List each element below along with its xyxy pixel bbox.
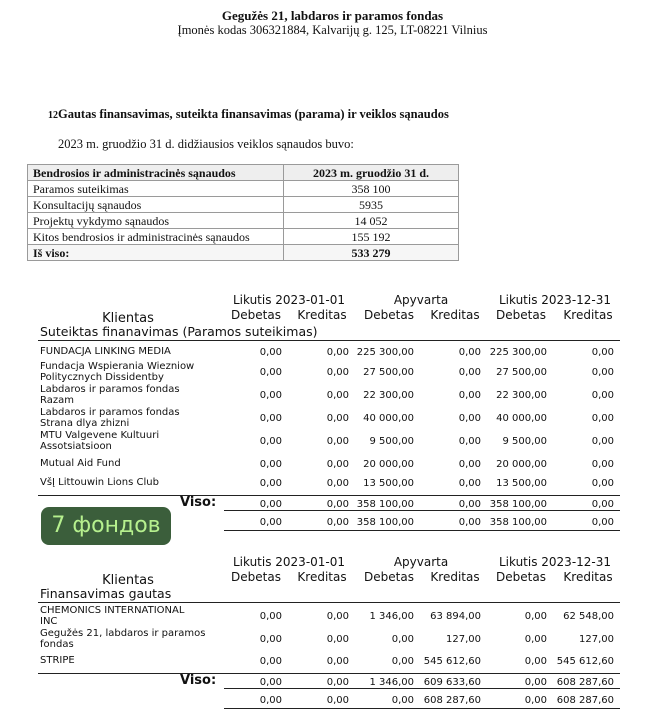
ledger-value: 545 612,60 [556,656,614,667]
section-intro: 2023 m. gruodžio 31 d. didžiausios veiklos sąnaudos buvo: [58,137,354,151]
ledger-value: 0,00 [259,436,282,447]
expense-label: Konsultacijų sąnaudos [28,197,284,213]
ledger-value: 0,00 [326,459,349,470]
expenses-total-row [28,245,459,261]
expenses-col-header: Bendrosios ir administracinės sąnaudos [28,165,284,181]
ledger-divider [224,708,620,709]
ledger-section-title: Suteiktas finanavimas (Paramos suteikimas) [40,324,318,339]
column-header: Kreditas [563,308,613,322]
column-header: Debetas [364,570,414,584]
ledger-value: 0,00 [591,347,614,358]
client-header: Klientas [102,311,154,326]
ledger-client-name: MTU Valgevene Kultuuri Assotsiatsioon [40,430,160,452]
ledger-client-name: Gegužės 21, labdaros ir paramos fondas [40,628,206,650]
total-value: 0,00 [326,695,349,706]
ledger-value: 0,00 [458,478,481,489]
expenses-row [28,181,459,197]
viso-value: 358 100,00 [356,499,414,510]
ledger-value: 0,00 [259,390,282,401]
ledger-value: 225 300,00 [489,347,547,358]
column-header: Kreditas [297,308,347,322]
viso-value: 0,00 [524,677,547,688]
ledger-value: 27 500,00 [496,367,547,378]
viso-value: 0,00 [259,677,282,688]
ledger-value: 225 300,00 [356,347,414,358]
ledger-value: 0,00 [591,367,614,378]
ledger-value: 13 500,00 [496,478,547,489]
column-header: Kreditas [563,570,613,584]
group-header: Likutis 2023-01-01 [232,293,346,307]
expense-value: 155 192 [284,229,459,245]
ledger-value: 0,00 [458,367,481,378]
ledger-value: 0,00 [391,656,414,667]
expense-label: Kitos bendrosios ir administracinės sąnaudos [28,229,284,245]
fund-subtitle: Įmonės kodas 306321884, Kalvarijų g. 125, LT-08221 Vilnius [177,23,488,37]
expense-label: Paramos suteikimas [28,181,284,197]
ledger-value: 9 500,00 [369,436,414,447]
section-number: 12 [48,110,58,121]
column-header: Kreditas [430,308,480,322]
ledger-value: 0,00 [259,634,282,645]
total-value: 0,00 [391,695,414,706]
ledger-value: 0,00 [326,634,349,645]
column-header: Debetas [496,570,546,584]
ledger-value: 0,00 [458,459,481,470]
group-header: Likutis 2023-12-31 [498,555,612,569]
ledger-client-name: Labdaros ir paramos fondas Razam [40,384,180,406]
ledger-value: 0,00 [259,347,282,358]
ledger-value: 0,00 [458,436,481,447]
ledger-client-name: FUNDACJA LINKING MEDIA [40,346,171,357]
fund-title: Gegužės 21, labdaros ir paramos fondas [221,8,444,23]
expense-value: 358 100 [284,181,459,197]
expenses-row [28,229,459,245]
total-value: 608 287,60 [556,695,614,706]
ledger-value: 62 548,00 [563,611,614,622]
expense-label: Projektų vykdymo sąnaudos [28,213,284,229]
ledger-value: 0,00 [591,436,614,447]
total-value: 0,00 [259,695,282,706]
ledger-value: 0,00 [591,459,614,470]
ledger-divider [224,688,620,689]
ledger-value: 0,00 [259,367,282,378]
ledger-value: 22 300,00 [496,390,547,401]
ledger-value: 0,00 [458,413,481,424]
ledger-value: 0,00 [591,413,614,424]
column-header: Debetas [496,308,546,322]
section-heading [34,107,449,122]
ledger-value: 0,00 [259,459,282,470]
total-value: 358 100,00 [356,517,414,528]
ledger-value: 0,00 [326,390,349,401]
ledger-value: 127,00 [446,634,481,645]
expenses-row [28,197,459,213]
ledger-divider [38,602,620,603]
total-value: 608 287,60 [423,695,481,706]
section-title: Gautas finansavimas, suteikta finansavimas (parama) ir veiklos sąnaudos [58,107,449,121]
expense-total-label: Iš viso: [28,245,284,261]
ledger-value: 40 000,00 [496,413,547,424]
expense-value: 5935 [284,197,459,213]
total-value: 0,00 [458,517,481,528]
ledger-client-name: Labdaros ir paramos fondas Strana dlya zhizni [40,407,180,429]
ledger-divider [224,510,620,511]
viso-value: 0,00 [259,499,282,510]
ledger-value: 13 500,00 [363,478,414,489]
ledger-divider [38,340,620,341]
expenses-col-header: 2023 m. gruodžio 31 d. [284,165,459,181]
ledger-value: 0,00 [458,347,481,358]
ledger-value: 0,00 [524,656,547,667]
column-header: Kreditas [430,570,480,584]
ledger-value: 127,00 [579,634,614,645]
ledger-value: 9 500,00 [502,436,547,447]
ledger-value: 27 500,00 [363,367,414,378]
total-value: 358 100,00 [489,517,547,528]
viso-label: Viso: [180,673,217,688]
group-header: Likutis 2023-01-01 [232,555,346,569]
expenses-table [27,164,459,261]
ledger-value: 63 894,00 [430,611,481,622]
ledger-divider [224,530,620,531]
viso-value: 358 100,00 [489,499,547,510]
ledger-section-title: Finansavimas gautas [40,586,172,601]
viso-value: 0,00 [326,499,349,510]
viso-value: 609 633,60 [423,677,481,688]
ledger-client-name: STRIPE [40,655,75,666]
expenses-row [28,213,459,229]
group-header: Apyvarta [393,293,449,307]
ledger-client-name: Fundacja Wspierania Wiezniow Politycznych Dissidentby [40,361,195,383]
viso-value: 608 287,60 [556,677,614,688]
total-value: 0,00 [524,695,547,706]
viso-value: 1 346,00 [369,677,414,688]
viso-value: 0,00 [458,499,481,510]
client-header: Klientas [102,573,154,588]
funds-count-badge: 7 фондов [41,507,171,545]
ledger-divider [38,673,620,674]
ledger-value: 40 000,00 [363,413,414,424]
viso-value: 0,00 [591,499,614,510]
viso-label: Viso: [180,495,217,510]
total-value: 0,00 [591,517,614,528]
ledger-value: 0,00 [458,390,481,401]
ledger-value: 0,00 [259,413,282,424]
ledger-value: 0,00 [259,478,282,489]
ledger-value: 0,00 [524,611,547,622]
ledger-client-name: CHEMONICS INTERNATIONAL INC [40,605,185,627]
ledger-client-name: VšĮ Littouwin Lions Club [40,477,159,488]
ledger-value: 0,00 [326,436,349,447]
column-header: Debetas [231,308,281,322]
ledger-value: 1 346,00 [369,611,414,622]
column-header: Debetas [364,308,414,322]
column-header: Debetas [231,570,281,584]
ledger-value: 0,00 [591,390,614,401]
ledger-value: 20 000,00 [496,459,547,470]
column-header: Kreditas [297,570,347,584]
ledger-value: 0,00 [326,656,349,667]
ledger-value: 0,00 [326,367,349,378]
ledger-value: 0,00 [524,634,547,645]
total-value: 0,00 [259,517,282,528]
expense-value: 14 052 [284,213,459,229]
ledger-value: 22 300,00 [363,390,414,401]
group-header: Likutis 2023-12-31 [498,293,612,307]
ledger-value: 0,00 [391,634,414,645]
ledger-value: 0,00 [326,478,349,489]
ledger-divider [38,495,620,496]
ledger-value: 0,00 [259,656,282,667]
ledger-value: 0,00 [259,611,282,622]
ledger-value: 0,00 [591,478,614,489]
ledger-value: 0,00 [326,347,349,358]
group-header: Apyvarta [393,555,449,569]
ledger-value: 0,00 [326,413,349,424]
ledger-value: 545 612,60 [423,656,481,667]
expenses-header-row [28,165,459,181]
expense-total-value: 533 279 [284,245,459,261]
total-value: 0,00 [326,517,349,528]
viso-value: 0,00 [326,677,349,688]
ledger-value: 0,00 [326,611,349,622]
ledger-client-name: Mutual Aid Fund [40,458,121,469]
ledger-value: 20 000,00 [363,459,414,470]
